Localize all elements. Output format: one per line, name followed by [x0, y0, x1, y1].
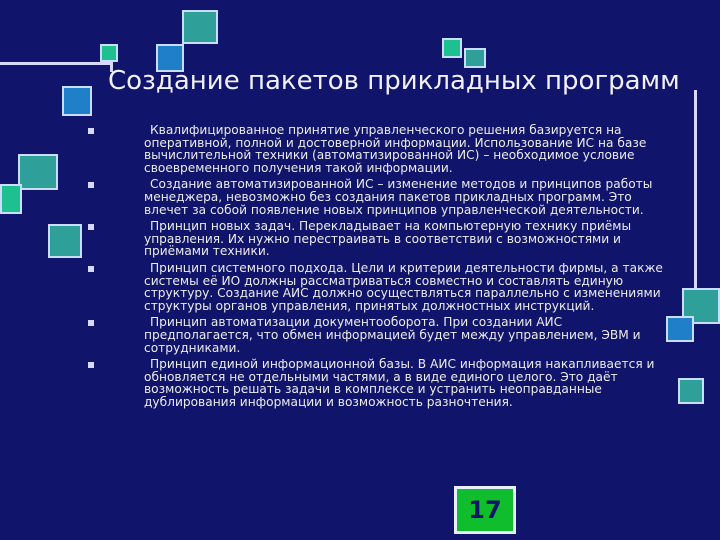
decorative-square	[48, 224, 82, 258]
decorative-square	[678, 378, 704, 404]
bullet-icon	[88, 362, 94, 368]
list-item	[84, 316, 666, 354]
list-item-text: Принцип системного подхода. Цели и критерии деятельности фирмы, а также системы её ИО должны рассматриваться совместно и составлять единую структуру. Создание АИС должно осуществляться параллельно с изменениями структуры органов управления, принятых должностных инструкций.	[144, 260, 663, 313]
decorative-square	[0, 184, 22, 214]
list-item-text: Принцип единой информационной базы. В АИС информация накапливается и обновляется не отдельными частями, а в виде единого целого. Это даёт возможность решать задачи в комплексе и устранить неоправданные дублирования информации и возможность разночтения.	[144, 357, 655, 409]
bullet-icon	[88, 182, 94, 188]
bullet-icon	[88, 266, 94, 272]
decorative-square	[100, 44, 118, 62]
list-item-text: Создание автоматизированной ИС – изменение методов и принципов работы менеджера, невозможно без создания пакетов прикладных программ. Это влечет за собой появление новых принципов управленческой деятельности.	[144, 177, 653, 217]
list-item-text: Принцип новых задач. Перекладывает на компьютерную технику приёмы управления. Их нужно перестраивать в соответствии с возможностями и приёмами техники.	[144, 219, 632, 259]
list-item	[84, 178, 666, 216]
decorative-horizontal-line	[0, 62, 112, 65]
decorative-square	[62, 86, 92, 116]
bullet-list	[84, 124, 666, 412]
list-item-text: Принцип автоматизации документооборота. При создании АИС предполагается, что обмен информацией будет между управлением, ЭВМ и сотрудниками.	[144, 315, 641, 355]
page-number: 17	[468, 496, 502, 524]
list-item	[84, 262, 666, 312]
list-item	[84, 124, 666, 174]
decorative-vertical-line	[694, 90, 697, 290]
slide-title: Создание пакетов прикладных программ	[108, 66, 680, 96]
bullet-icon	[88, 320, 94, 326]
decorative-square	[666, 316, 694, 342]
decorative-square	[464, 48, 486, 68]
decorative-square	[182, 10, 218, 44]
decorative-square	[442, 38, 462, 58]
list-item	[84, 358, 666, 408]
decorative-square	[18, 154, 58, 190]
bullet-icon	[88, 128, 94, 134]
list-item	[84, 220, 666, 258]
page-number-box	[454, 486, 516, 534]
list-item-text: Квалифицированное принятие управленческого решения базируется на оперативной, полной и достоверной информации. Использование ИС на базе вычислительной техники (автоматизированной ИС) – необходимое условие своевременного получения такой информации.	[144, 123, 647, 175]
bullet-icon	[88, 224, 94, 230]
